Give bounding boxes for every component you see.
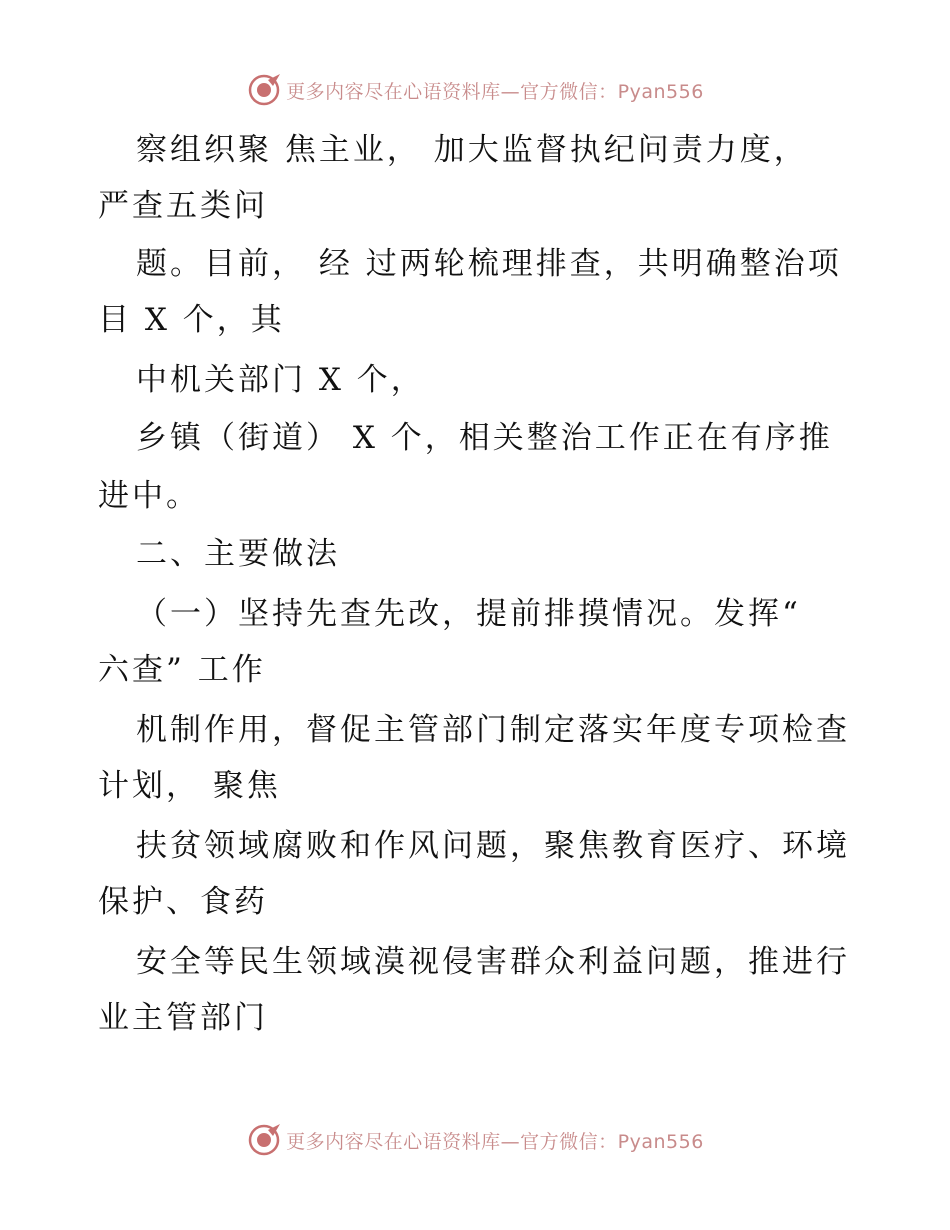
header-banner-text: 更多内容尽在心语资料库—官方微信：Pyan556 [286,80,704,103]
footer-banner [0,1120,950,1160]
text-line: 目 X 个，其 [98,302,285,338]
header-banner [0,70,950,110]
text-line: 业主管部门 [98,1000,268,1036]
text-line: 安全等民生领域漠视侵害群众利益问题，推进行 [136,944,850,980]
text-line: 题。目前， 经 过两轮梳理排查，共明确整治项 [136,246,842,282]
subsection-heading: （一）坚持先查先改，提前排摸情况。发挥“ [136,596,801,632]
text-line: 扶贫领域腐败和作风问题，聚焦教育医疗、环境 [136,828,850,864]
logo-icon [246,1122,282,1158]
text-line: 六查” 工作 [98,652,266,688]
logo-icon [246,72,282,108]
text-line: 察组织聚 焦主业， 加大监督执纪问责力度， [136,132,808,168]
text-line: 进中。 [98,478,200,514]
text-line: 保护、食药 [98,884,268,920]
text-line: 中机关部门 X 个， [136,362,425,398]
footer-banner-text: 更多内容尽在心语资料库—官方微信：Pyan556 [286,1130,704,1153]
text-line: 计划， 聚焦 [98,768,281,804]
section-heading: 二、主要做法 [136,536,340,572]
text-line: 乡镇（街道） X 个，相关整治工作正在有序推 [136,420,833,456]
text-line: 严查五类问 [98,188,268,224]
text-line: 机制作用，督促主管部门制定落实年度专项检查 [136,712,850,748]
